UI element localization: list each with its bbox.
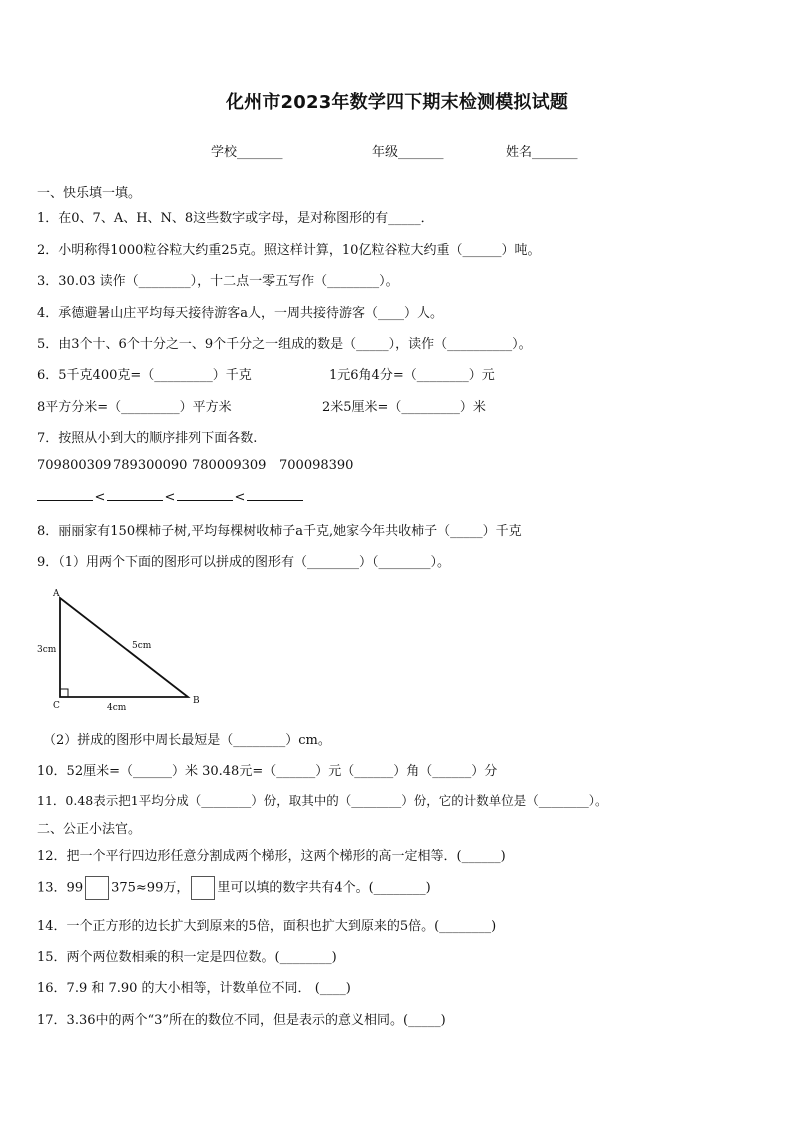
answer-blank[interactable] (107, 488, 163, 501)
question-9-part-1: 9．（1）用两个下面的图形可以拼成的图形有（________）（________）。 (37, 555, 451, 570)
question-4: 4．承德避暑山庄平均每天接待游客a人，一周共接待游客（____）人。 (37, 306, 444, 321)
question-15: 15．两个两位数相乘的积一定是四位数。(________) (37, 950, 337, 965)
question-3: 3．30.03 读作（________），十二点一零五写作（________）。 (37, 274, 399, 289)
vertex-c-label: C (53, 701, 60, 711)
question-10: 10．52厘米=（______）米 30.48元=（______）元（______）角（______）分 (37, 764, 498, 779)
question-8: 8．丽丽家有150棵柿子树,平均每棵树收柿子a千克,她家今年共收柿子（_____）千克 (37, 524, 522, 539)
answer-blank[interactable] (37, 488, 93, 501)
question-1: 1．在0、7、A、H、N、8这些数字或字母，是对称图形的有_____． (37, 211, 434, 226)
question-11: 11．0.48表示把1平均分成（________）份，取其中的（________）份，它的计数单位是（________）。 (37, 793, 608, 808)
answer-blank[interactable] (177, 488, 233, 501)
question-17: 17．3.36中的两个“3”所在的数位不同，但是表示的意义相同。(_____) (37, 1013, 446, 1028)
question-5: 5．由3个十、6个十分之一、9个千分之一组成的数是（_____），读作（__________）。 (37, 337, 532, 352)
right-angle-mark (60, 689, 68, 697)
digit-box[interactable] (191, 876, 215, 900)
ordering-blanks (37, 488, 303, 505)
question-6c: 8平方分米=（_________）平方米 (37, 400, 232, 415)
digit-box[interactable] (85, 876, 109, 900)
number-1: 709800309 (37, 458, 112, 473)
question-6a: 6．5千克400克=（_________）千克 (37, 368, 252, 383)
name-field[interactable]: 姓名_______ (506, 145, 578, 160)
question-13-text-b: 375≈99万， (111, 880, 190, 896)
triangle-shape (60, 598, 188, 697)
question-6d: 2米5厘米=（_________）米 (322, 400, 486, 415)
question-2: 2．小明称得1000粒谷粒大约重25克。照这样计算，10亿粒谷粒大约重（______）吨。 (37, 243, 541, 258)
question-6b: 1元6角4分=（________）元 (329, 368, 495, 383)
less-than-symbol: < (94, 490, 106, 505)
school-field[interactable]: 学校_______ (211, 145, 283, 160)
less-than-symbol: < (234, 490, 246, 505)
vertex-a-label: A (53, 589, 60, 599)
side-ac-label: 3cm (37, 645, 57, 655)
question-13-text-a: 13．99 (37, 880, 84, 896)
vertex-b-label: B (193, 696, 200, 706)
less-than-symbol: < (164, 490, 176, 505)
section-heading-true-false: 二、公正小法官。 (37, 822, 142, 837)
page-title: 化州市2023年数学四下期末检测模拟试题 (225, 92, 569, 113)
number-4: 700098390 (279, 458, 354, 473)
question-14: 14．一个正方形的边长扩大到原来的5倍，面积也扩大到原来的5倍。(________) (37, 919, 497, 934)
question-12: 12．把一个平行四边形任意分割成两个梯形，这两个梯形的高一定相等．(______) (37, 849, 506, 864)
right-triangle-diagram (36, 584, 216, 714)
question-7: 7．按照从小到大的顺序排列下面各数. (37, 431, 258, 446)
number-3: 780009309 (192, 458, 267, 473)
side-cb-label: 4cm (107, 703, 127, 713)
question-13-text-c: 里可以填的数字共有4个。(________) (217, 880, 431, 896)
question-13 (37, 876, 431, 900)
side-ab-label: 5cm (132, 641, 152, 651)
answer-blank[interactable] (247, 488, 303, 501)
number-2: 789300090 (113, 458, 188, 473)
question-16: 16．7.9 和 7.90 的大小相等，计数单位不同． (____) (37, 981, 351, 996)
section-heading-fill-in: 一、快乐填一填。 (37, 186, 142, 201)
question-9-part-2: （2）拼成的图形中周长最短是（________）cm。 (43, 733, 331, 748)
grade-field[interactable]: 年级_______ (372, 145, 444, 160)
